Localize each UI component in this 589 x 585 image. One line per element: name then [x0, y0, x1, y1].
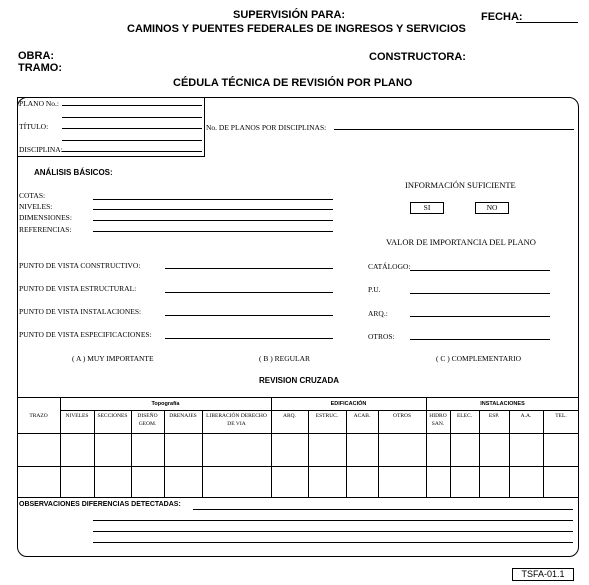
constructivo-label: PUNTO DE VISTA CONSTRUCTIVO: — [19, 261, 141, 270]
col-niveles: NIVELES — [65, 413, 89, 419]
col-arq: ARQ. — [283, 413, 296, 419]
supervision-title: SUPERVISIÓN PARA: — [233, 9, 346, 21]
disciplina-field[interactable] — [62, 151, 202, 152]
dimensiones-label: DIMENSIONES: — [19, 213, 72, 222]
titulo-field-2[interactable] — [62, 140, 202, 141]
col-tel: TEL. — [555, 413, 567, 419]
especificaciones-field[interactable] — [165, 338, 333, 339]
num-planos-label: No. DE PLANOS POR DISCIPLINAS: — [206, 123, 327, 132]
especificaciones-label: PUNTO DE VISTA ESPECIFICACIONES: — [19, 330, 152, 339]
col-aa: A.A. — [520, 413, 532, 419]
revision-table — [17, 397, 579, 498]
col-liberacion: LIBERACIÓN DERECHO DE VIA — [206, 413, 267, 427]
titulo-label: TÍTULO: — [19, 122, 49, 131]
arq-field[interactable] — [410, 316, 550, 317]
observaciones-line-1[interactable] — [193, 509, 573, 510]
observaciones-line-3[interactable] — [93, 531, 573, 532]
escala-c: ( C ) COMPLEMENTARIO — [436, 354, 522, 363]
col-secciones: SECCIONES — [97, 413, 128, 419]
col-acab: ACAB. — [353, 413, 371, 419]
escala-a: ( A ) MUY IMPORTANTE — [72, 354, 154, 363]
observaciones-line-4[interactable] — [93, 542, 573, 543]
instalaciones-label: PUNTO DE VISTA INSTALACIONES: — [19, 307, 142, 316]
group-instalaciones: INSTALACIONES — [480, 401, 525, 407]
disciplina-label: DISCIPLINA: — [19, 145, 63, 154]
group-topografia: Topografía — [151, 401, 180, 407]
revision-title: REVISION CRUZADA — [259, 376, 340, 385]
observaciones-label: OBSERVACIONES DIFERENCIAS DETECTADAS: — [19, 501, 181, 508]
col-esp: ESP. — [488, 413, 500, 419]
obra-label: OBRA: — [18, 50, 55, 62]
fecha-field[interactable] — [516, 22, 578, 23]
form-code: TSFA-01.1 — [512, 568, 574, 581]
escala-b: ( B ) REGULAR — [259, 354, 311, 363]
fecha-label: FECHA: — [481, 11, 523, 23]
cotas-field[interactable] — [93, 199, 333, 200]
otros-field[interactable] — [410, 339, 550, 340]
pu-field[interactable] — [410, 293, 550, 294]
group-edificacion: EDIFICACIÓN — [330, 401, 367, 407]
estructural-field[interactable] — [165, 292, 333, 293]
otros-label: OTROS: — [368, 332, 395, 341]
tramo-label: TRAMO: — [18, 62, 62, 74]
pu-label: P.U. — [368, 285, 381, 294]
niveles-label: NIVELES: — [19, 202, 53, 211]
informacion-title: INFORMACIÓN SUFICIENTE — [405, 180, 516, 190]
plano-field-2[interactable] — [62, 117, 202, 118]
col-drenajes: DRENAJES — [169, 413, 197, 419]
num-planos-field[interactable] — [334, 129, 574, 130]
cotas-label: COTAS: — [19, 191, 46, 200]
catalogo-field[interactable] — [410, 270, 550, 271]
col-diseno-geom: DISEÑO GEOM. — [137, 413, 158, 427]
catalogo-label: CATÁLOGO: — [368, 262, 411, 271]
instalaciones-field[interactable] — [165, 315, 333, 316]
referencias-field[interactable] — [93, 231, 333, 232]
estructural-label: PUNTO DE VISTA ESTRUCTURAL: — [19, 284, 137, 293]
col-estruc: ESTRUC. — [315, 413, 339, 419]
referencias-label: REFERENCIAS: — [19, 225, 72, 234]
col-trazo: TRAZO — [29, 413, 48, 419]
niveles-field[interactable] — [93, 209, 333, 210]
si-checkbox[interactable]: SI — [410, 202, 444, 214]
observaciones-line-2[interactable] — [93, 520, 573, 521]
titulo-field[interactable] — [62, 128, 202, 129]
dimensiones-field[interactable] — [93, 220, 333, 221]
supervision-subtitle: CAMINOS Y PUENTES FEDERALES DE INGRESOS Y SERVICIOS — [127, 23, 466, 35]
constructora-label: CONSTRUCTORA: — [369, 51, 466, 63]
valor-title: VALOR DE IMPORTANCIA DEL PLANO — [386, 237, 536, 247]
col-hidro-san: HIDRO SAN. — [429, 413, 447, 427]
constructivo-field[interactable] — [165, 268, 333, 269]
plano-label: PLANO No.: — [19, 99, 60, 108]
no-checkbox[interactable]: NO — [475, 202, 509, 214]
col-otros: OTROS — [392, 413, 412, 419]
form-title: CÉDULA TÉCNICA DE REVISIÓN POR PLANO — [173, 77, 413, 89]
col-elec: ELEC. — [456, 413, 473, 419]
plano-field[interactable] — [62, 105, 202, 106]
analisis-title: ANÁLISIS BÁSICOS: — [34, 168, 113, 177]
arq-label: ARQ.: — [368, 309, 388, 318]
